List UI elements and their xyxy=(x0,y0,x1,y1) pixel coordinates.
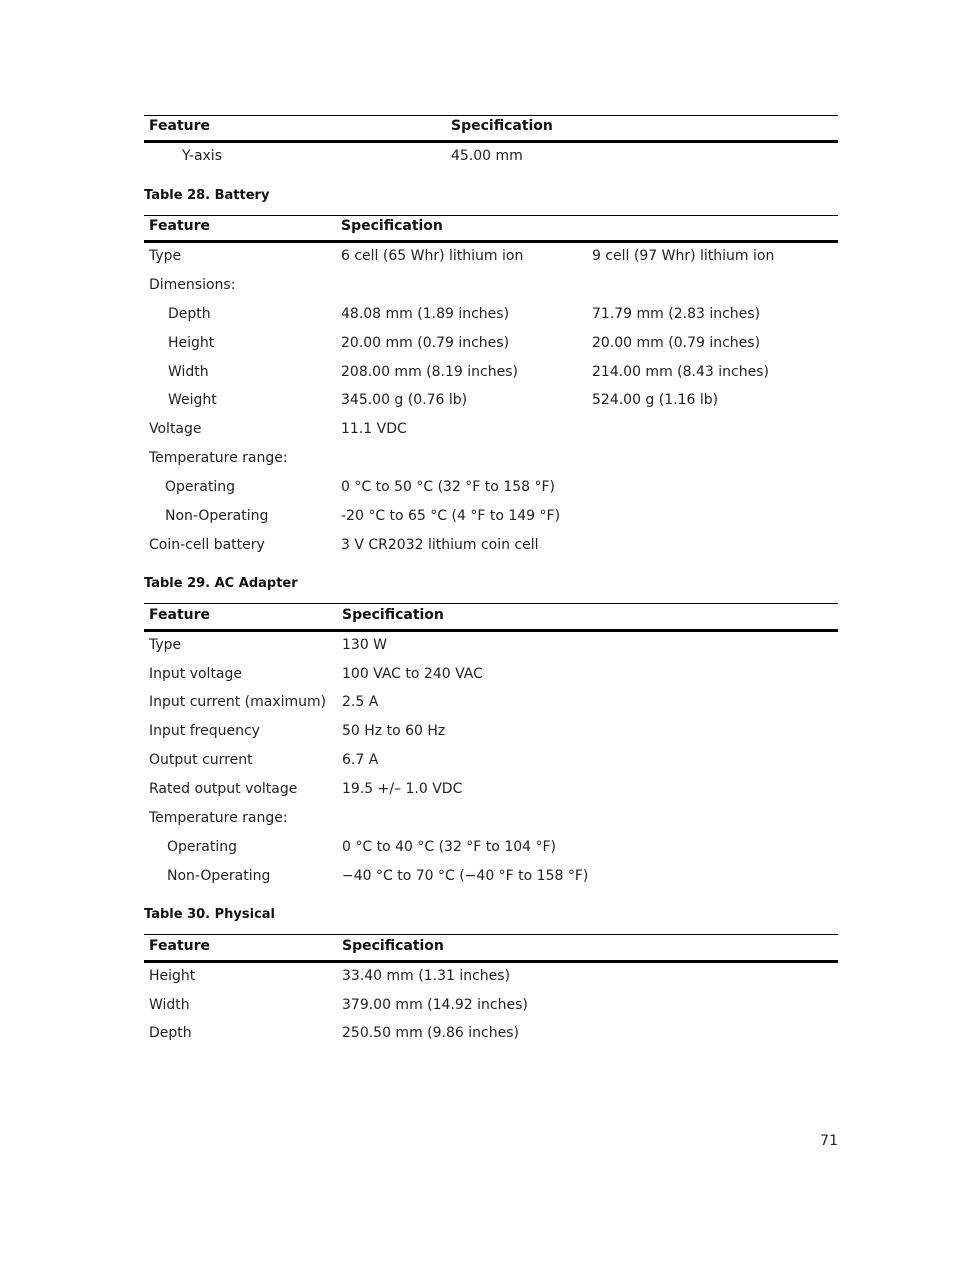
header-rule xyxy=(144,240,838,243)
cell-spec: 20.00 mm (0.79 inches) xyxy=(341,335,510,351)
header-feature: Feature xyxy=(149,118,210,134)
cell-spec: 250.50 mm (9.86 inches) xyxy=(342,1025,519,1041)
cell-feature: Depth xyxy=(149,1025,192,1041)
cell-feature: Type xyxy=(149,248,182,264)
header-rule xyxy=(144,629,838,632)
header-rule xyxy=(144,960,838,963)
cell-spec: 33.40 mm (1.31 inches) xyxy=(342,968,511,984)
table-top-rule xyxy=(144,934,838,935)
cell-spec: 100 VAC to 240 VAC xyxy=(342,666,483,682)
table-caption-physical: Table 30. Physical xyxy=(144,907,276,922)
cell-feature: Weight xyxy=(168,392,217,408)
cell-feature: Operating xyxy=(167,839,237,855)
cell-spec-alt: 71.79 mm (2.83 inches) xyxy=(592,306,761,322)
cell-feature: Input frequency xyxy=(149,723,260,739)
page-number: 71 xyxy=(820,1133,838,1149)
cell-feature: Voltage xyxy=(149,421,202,437)
cell-feature: Input current (maximum) xyxy=(149,694,327,710)
cell-spec: 208.00 mm (8.19 inches) xyxy=(341,364,518,380)
table-caption-ac-adapter: Table 29. AC Adapter xyxy=(144,576,298,591)
cell-spec: 0 °C to 50 °C (32 °F to 158 °F) xyxy=(341,479,555,495)
cell-spec: 6 cell (65 Whr) lithium ion xyxy=(341,248,524,264)
cell-feature: Type xyxy=(149,637,182,653)
header-specification: Specification xyxy=(341,218,443,234)
cell-spec: 19.5 +/– 1.0 VDC xyxy=(342,781,463,797)
cell-feature: Depth xyxy=(168,306,211,322)
cell-feature: Height xyxy=(149,968,196,984)
cell-feature: Non-Operating xyxy=(165,508,269,524)
cell-feature: Height xyxy=(168,335,215,351)
cell-feature: Non-Operating xyxy=(167,868,271,884)
cell-spec: −40 °C to 70 °C (−40 °F to 158 °F) xyxy=(342,868,589,884)
cell-spec: 50 Hz to 60 Hz xyxy=(342,723,446,739)
cell-spec-alt: 20.00 mm (0.79 inches) xyxy=(592,335,761,351)
cell-feature: Width xyxy=(168,364,209,380)
table-top-rule xyxy=(144,603,838,604)
table-top-rule xyxy=(144,115,838,116)
header-specification: Specification xyxy=(342,607,444,623)
cell-spec: 0 °C to 40 °C (32 °F to 104 °F) xyxy=(342,839,556,855)
cell-feature: Rated output voltage xyxy=(149,781,298,797)
cell-spec-alt: 9 cell (97 Whr) lithium ion xyxy=(592,248,775,264)
header-specification: Specification xyxy=(342,938,444,954)
cell-spec: 130 W xyxy=(342,637,388,653)
cell-feature: Input voltage xyxy=(149,666,243,682)
cell-feature: Y-axis xyxy=(182,148,222,164)
cell-feature: Operating xyxy=(165,479,235,495)
cell-spec: 2.5 A xyxy=(342,694,379,710)
cell-feature: Output current xyxy=(149,752,253,768)
header-specification: Specification xyxy=(451,118,553,134)
header-rule xyxy=(144,140,838,143)
cell-feature: Width xyxy=(149,997,190,1013)
cell-spec: 379.00 mm (14.92 inches) xyxy=(342,997,528,1013)
cell-spec: 11.1 VDC xyxy=(341,421,407,437)
cell-feature: Temperature range: xyxy=(149,810,288,826)
table-top-rule xyxy=(144,215,838,216)
cell-feature: Temperature range: xyxy=(149,450,288,466)
table-caption-battery: Table 28. Battery xyxy=(144,188,270,203)
cell-spec: 48.08 mm (1.89 inches) xyxy=(341,306,510,322)
header-feature: Feature xyxy=(149,607,210,623)
cell-feature: Dimensions: xyxy=(149,277,236,293)
cell-spec: 45.00 mm xyxy=(451,148,523,164)
header-feature: Feature xyxy=(149,938,210,954)
header-feature: Feature xyxy=(149,218,210,234)
cell-spec: 3 V CR2032 lithium coin cell xyxy=(341,537,539,553)
cell-spec-alt: 524.00 g (1.16 lb) xyxy=(592,392,719,408)
cell-spec: 345.00 g (0.76 lb) xyxy=(341,392,468,408)
cell-spec: -20 °C to 65 °C (4 °F to 149 °F) xyxy=(341,508,561,524)
cell-spec-alt: 214.00 mm (8.43 inches) xyxy=(592,364,769,380)
cell-spec: 6.7 A xyxy=(342,752,379,768)
cell-feature: Coin-cell battery xyxy=(149,537,265,553)
